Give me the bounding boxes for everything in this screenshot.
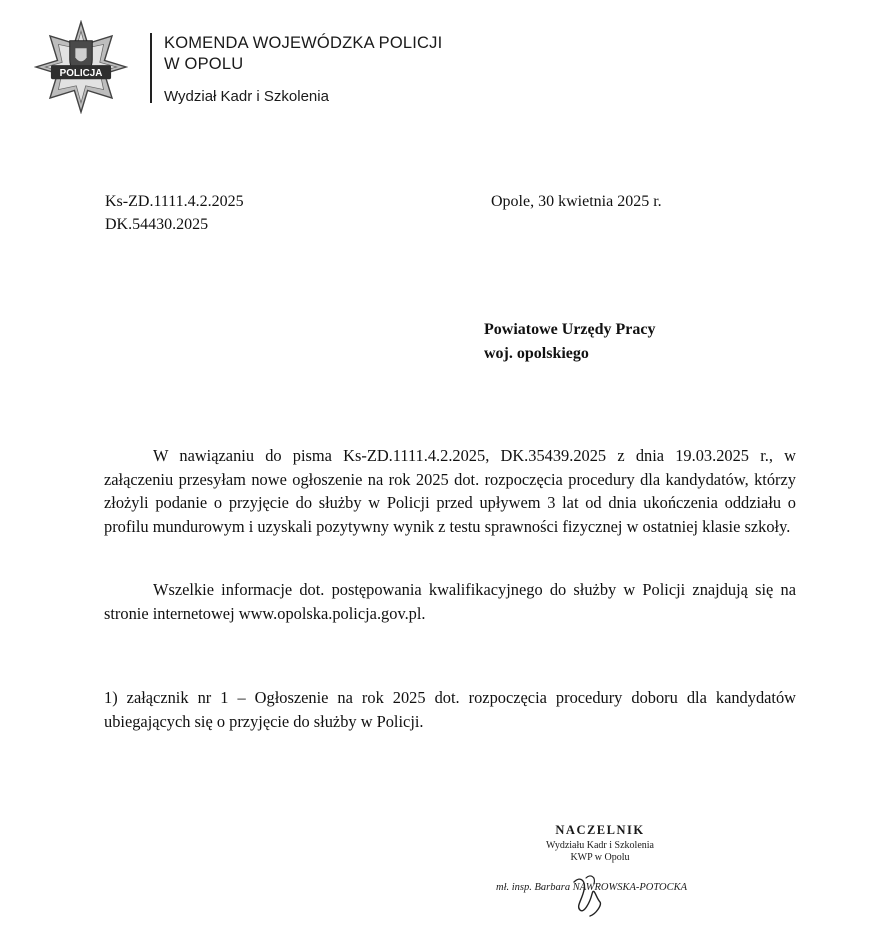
reference-number: Ks-ZD.1111.4.2.2025 bbox=[105, 193, 244, 210]
organization-city: W OPOLU bbox=[164, 55, 244, 73]
police-star-logo bbox=[34, 20, 128, 114]
body-paragraph: W nawiązaniu do pisma Ks-ZD.1111.4.2.2025, DK.35439.2025 z dnia 19.03.2025 r., w załączeniu przesyłam nowe ogłoszenie na rok 2025 dot. rozpoczęcia procedury dla kandydatów, którzy złożyli podanie o przyjęcie do służby w Policji przed upływem 3 lat od dnia ukończenia oddziału o profilu mundurowym i uzyskali pozytywny wynik z testu sprawności fizycznej w ostatniej klasie szkoły. bbox=[104, 446, 796, 536]
handwritten-signature bbox=[566, 872, 614, 918]
attachment-note: 1) załącznik nr 1 – Ogłoszenie na rok 2025 dot. rozpoczęcia procedury doboru dla kandydatów ubiegających się o przyjęcie do służby w Policji. bbox=[104, 688, 796, 731]
document-number: DK.54430.2025 bbox=[105, 216, 209, 233]
signatory-department: Wydziału Kadr i Szkolenia bbox=[546, 840, 654, 851]
signatory-name: mł. insp. Barbara NAWROWSKA-POTOCKA bbox=[496, 882, 688, 893]
recipient-name: Powiatowe Urzędy Pracy bbox=[484, 321, 656, 338]
letterhead-divider bbox=[150, 33, 152, 103]
signatory-unit: KWP w Opolu bbox=[570, 852, 630, 863]
organization-name: KOMENDA WOJEWÓDZKA POLICJI bbox=[164, 34, 443, 52]
recipient-region: woj. opolskiego bbox=[484, 345, 589, 362]
logo-text: POLICJA bbox=[59, 67, 103, 79]
body-paragraph: Wszelkie informacje dot. postępowania kwalifikacyjnego do służby w Policji znajdują się na stronie internetowej www.opolska.policja.gov.pl. bbox=[104, 580, 796, 623]
department-name: Wydział Kadr i Szkolenia bbox=[164, 88, 329, 105]
signatory-title: NACZELNIK bbox=[555, 823, 645, 837]
place-and-date: Opole, 30 kwietnia 2025 r. bbox=[491, 193, 662, 210]
